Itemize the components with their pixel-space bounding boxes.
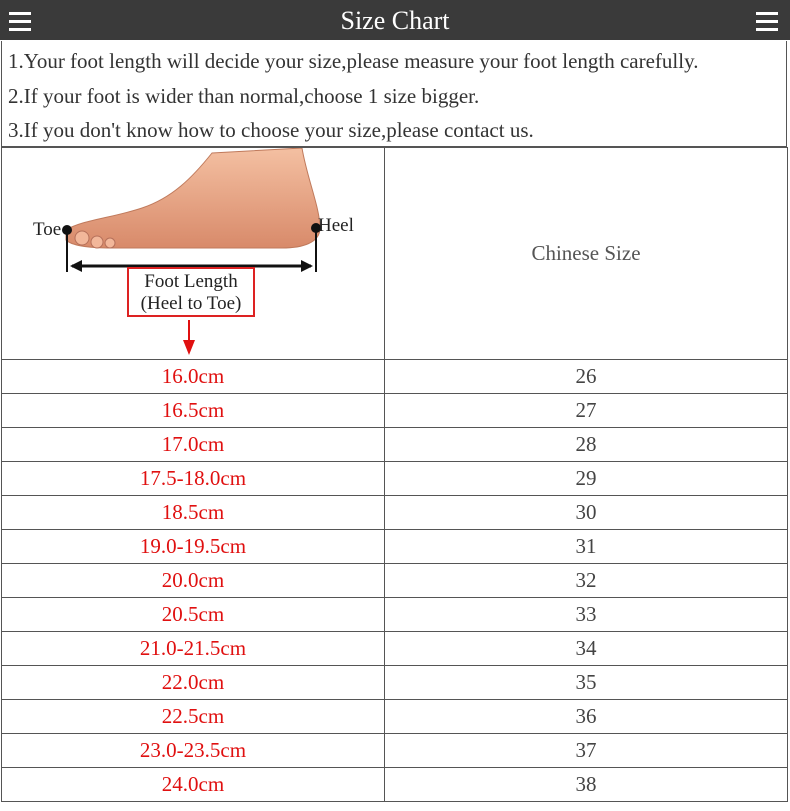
chinese-size-cell: 30 (385, 496, 788, 530)
foot-length-cell: 17.5-18.0cm (2, 462, 385, 496)
note-3: 3.If you don't know how to choose your size,please contact us. (8, 118, 534, 142)
chinese-size-cell: 26 (385, 360, 788, 394)
table-row (2, 462, 788, 496)
foot-length-cell: 19.0-19.5cm (2, 530, 385, 564)
foot-length-cell: 24.0cm (2, 768, 385, 802)
chinese-size-cell: 34 (385, 632, 788, 666)
foot-length-cell: 20.0cm (2, 564, 385, 598)
foot-length-cell: 17.0cm (2, 428, 385, 462)
heel-label: Heel (318, 215, 354, 236)
heel-to-toe-label: (Heel to Toe) (140, 293, 242, 314)
toe-label: Toe (33, 219, 62, 240)
chinese-size-cell: 35 (385, 666, 788, 700)
chinese-size-cell: 38 (385, 768, 788, 802)
size-table (1, 147, 788, 802)
size-notes (1, 41, 787, 147)
table-row (2, 394, 788, 428)
foot-illustration (2, 148, 385, 359)
foot-length-cell: 22.5cm (2, 700, 385, 734)
table-row (2, 632, 788, 666)
table-row (2, 428, 788, 462)
foot-diagram-cell (2, 148, 385, 360)
chinese-size-cell: 28 (385, 428, 788, 462)
chinese-size-cell: 33 (385, 598, 788, 632)
chinese-size-cell: 27 (385, 394, 788, 428)
foot-length-cell: 22.0cm (2, 666, 385, 700)
foot-length-cell: 20.5cm (2, 598, 385, 632)
foot-length-cell: 16.5cm (2, 394, 385, 428)
note-2: 2.If your foot is wider than normal,choose 1 size bigger. (8, 84, 480, 108)
table-row (2, 734, 788, 768)
foot-length-cell: 16.0cm (2, 360, 385, 394)
menu-icon[interactable] (756, 10, 778, 32)
chinese-size-cell: 37 (385, 734, 788, 768)
table-row (2, 496, 788, 530)
header-bar (0, 0, 790, 40)
foot-length-cell: 23.0-23.5cm (2, 734, 385, 768)
table-row (2, 598, 788, 632)
table-header-row (2, 148, 788, 360)
table-row (2, 700, 788, 734)
chinese-size-cell: 31 (385, 530, 788, 564)
table-row (2, 530, 788, 564)
page-title: Size Chart (340, 6, 450, 35)
foot-length-box (127, 267, 255, 317)
chinese-size-cell: 29 (385, 462, 788, 496)
table-row (2, 564, 788, 598)
chinese-size-cell: 36 (385, 700, 788, 734)
foot-length-cell: 18.5cm (2, 496, 385, 530)
chinese-size-cell: 32 (385, 564, 788, 598)
foot-length-label: Foot Length (144, 271, 238, 292)
foot-shape (66, 148, 320, 248)
note-1: 1.Your foot length will decide your size,please measure your foot length carefully. (8, 49, 699, 73)
table-row (2, 768, 788, 802)
chinese-size-header: Chinese Size (385, 148, 788, 360)
table-row (2, 666, 788, 700)
table-row (2, 360, 788, 394)
foot-length-cell: 21.0-21.5cm (2, 632, 385, 666)
down-arrow-icon (183, 340, 195, 355)
